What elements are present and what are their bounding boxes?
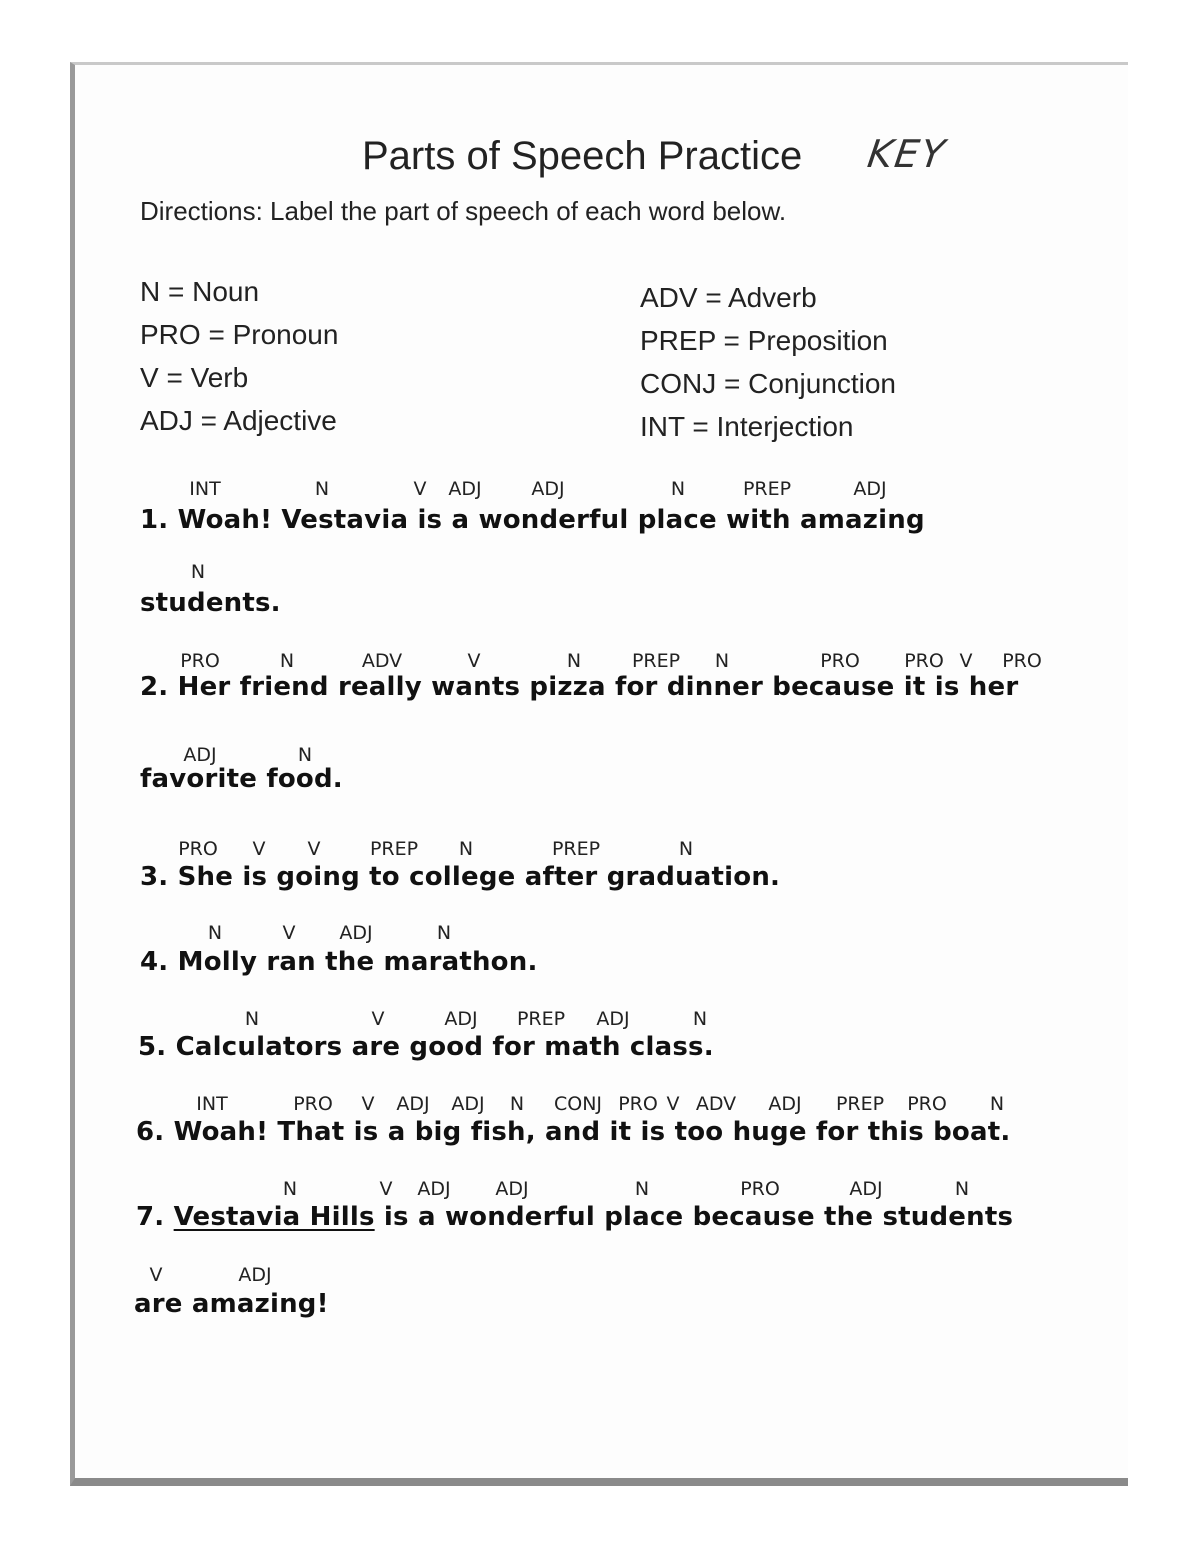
pos-label: PREP — [835, 1093, 885, 1115]
pos-label: V — [149, 1264, 163, 1286]
pos-label: ADJ — [853, 478, 887, 500]
pos-label: ADJ — [448, 478, 482, 500]
pos-label: PREP — [631, 650, 681, 672]
pos-label: PRO — [180, 650, 220, 672]
pos-label: INT — [196, 1093, 228, 1115]
pos-label: V — [282, 922, 296, 944]
sentence-3: 3. She is going to college after graduation. — [140, 862, 781, 892]
pos-label: ADJ — [444, 1008, 478, 1030]
pos-label: V — [413, 478, 427, 500]
directions-text: Directions: Label the part of speech of each word below. — [140, 196, 787, 226]
sentence-4: 4. Molly ran the marathon. — [140, 947, 538, 977]
pos-label: ADJ — [849, 1178, 883, 1200]
pos-label: ADJ — [396, 1093, 430, 1115]
pos-label: PRO — [740, 1178, 780, 1200]
pos-label: ADJ — [596, 1008, 630, 1030]
sentence-7-continued: are amazing! — [134, 1289, 329, 1319]
pos-label: PREP — [516, 1008, 566, 1030]
pos-label: N — [692, 1008, 708, 1030]
pos-label: V — [361, 1093, 375, 1115]
legend-adverb: ADV = Adverb — [640, 282, 817, 313]
pos-label: ADJ — [339, 922, 373, 944]
sentence-7-number: 7. — [136, 1202, 165, 1232]
pos-label: PRO — [1002, 650, 1042, 672]
pos-label: CONJ — [553, 1093, 603, 1115]
sentence-6: 6. Woah! That is a big fish, and it is too huge for this boat. — [136, 1117, 1011, 1147]
pos-label: PRO — [820, 650, 860, 672]
pos-label: V — [371, 1008, 385, 1030]
pos-label: ADJ — [183, 744, 217, 766]
pos-label: PRO — [907, 1093, 947, 1115]
pos-label: N — [244, 1008, 260, 1030]
pos-label: PRO — [178, 838, 218, 860]
pos-label: N — [670, 478, 686, 500]
pos-label: V — [959, 650, 973, 672]
pos-label: N — [634, 1178, 650, 1200]
sentence-2: 2. Her friend really wants pizza for dinner because it is her — [140, 672, 1019, 702]
pos-label: N — [190, 561, 206, 583]
legend-noun: N = Noun — [140, 276, 260, 307]
pos-label: V — [666, 1093, 680, 1115]
pos-label: N — [458, 838, 474, 860]
pos-label: ADJ — [768, 1093, 802, 1115]
key-handwritten-label: KEY — [864, 132, 950, 176]
pos-label: PREP — [551, 838, 601, 860]
pos-label: ADJ — [238, 1264, 272, 1286]
pos-label: ADV — [361, 650, 403, 672]
worksheet-title: Parts of Speech Practice — [362, 134, 803, 178]
pos-label: INT — [189, 478, 221, 500]
pos-label: N — [297, 744, 313, 766]
pos-label: V — [252, 838, 266, 860]
sentence-5: 5. Calculators are good for math class. — [138, 1032, 714, 1062]
pos-label: ADJ — [531, 478, 565, 500]
legend-adjective: ADJ = Adjective — [140, 405, 337, 436]
pos-label: N — [954, 1178, 970, 1200]
pos-label: N — [566, 650, 582, 672]
sentence-7-rest: is a wonderful place because the students — [383, 1202, 1014, 1232]
pos-label: ADV — [695, 1093, 737, 1115]
sentence-2-continued: favorite food. — [140, 764, 343, 794]
sentence-7 — [136, 1202, 1013, 1232]
pos-label: N — [436, 922, 452, 944]
pos-label: PRO — [618, 1093, 658, 1115]
pos-label: PREP — [369, 838, 419, 860]
pos-label: PRO — [293, 1093, 333, 1115]
pos-label: ADJ — [417, 1178, 451, 1200]
pos-label: N — [279, 650, 295, 672]
pos-label: V — [379, 1178, 393, 1200]
pos-label: PRO — [904, 650, 944, 672]
pos-label: V — [307, 838, 321, 860]
pos-label: N — [509, 1093, 525, 1115]
sentence-7-underlined-name: Vestavia Hills — [173, 1202, 375, 1232]
pos-label: N — [714, 650, 730, 672]
pos-label: N — [678, 838, 694, 860]
pos-label: N — [282, 1178, 298, 1200]
pos-label: ADJ — [495, 1178, 529, 1200]
sentence-1-continued: students. — [140, 588, 281, 618]
pos-label: ADJ — [451, 1093, 485, 1115]
legend-preposition: PREP = Preposition — [640, 325, 888, 356]
pos-label: N — [207, 922, 223, 944]
legend-conjunction: CONJ = Conjunction — [640, 368, 897, 399]
pos-label: N — [314, 478, 330, 500]
legend-interjection: INT = Interjection — [640, 411, 854, 442]
pos-label: V — [467, 650, 481, 672]
legend-verb: V = Verb — [140, 362, 249, 393]
sentence-1: 1. Woah! Vestavia is a wonderful place with amazing — [140, 505, 925, 535]
pos-label: PREP — [742, 478, 792, 500]
legend-pronoun: PRO = Pronoun — [140, 319, 339, 350]
pos-label: N — [989, 1093, 1005, 1115]
